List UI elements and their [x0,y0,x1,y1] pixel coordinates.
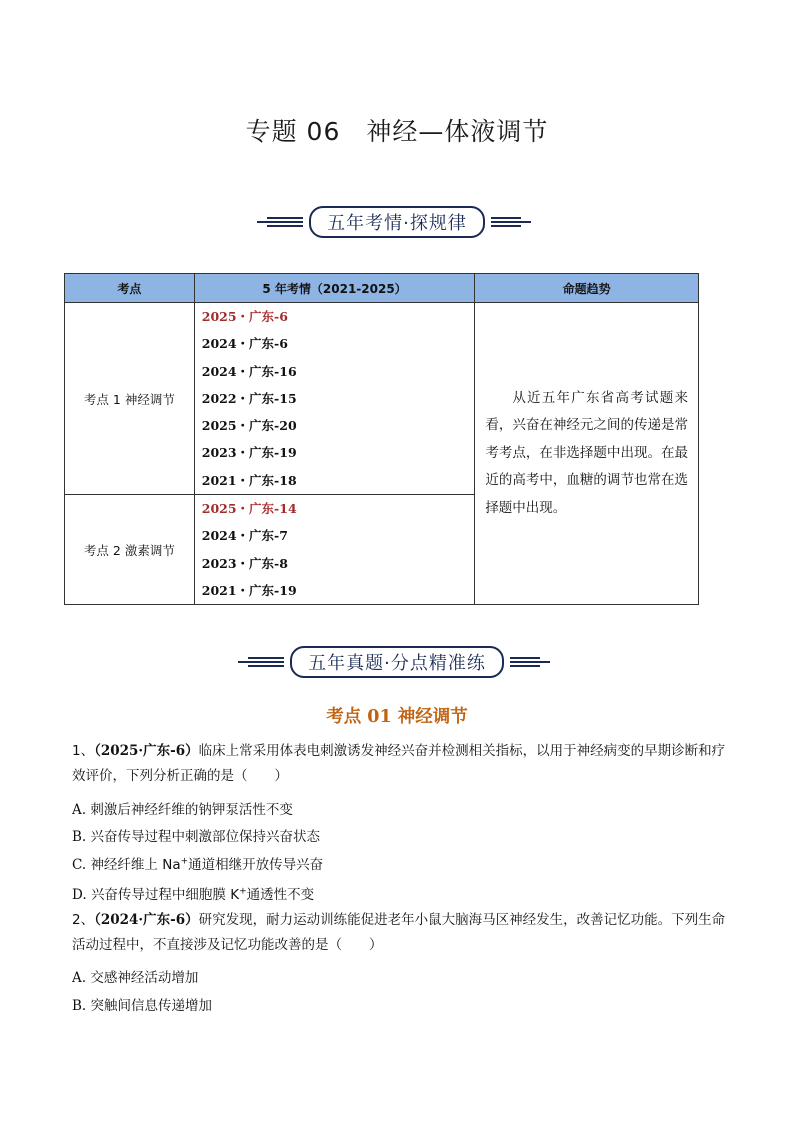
question-stem: 临床上常采用体表电刺激诱发神经兴奋并检测相关指标，以用于神经病变的早期诊断和疗效评价，下列分析正确的是（ ） [72,743,726,784]
decorative-lines-left [253,215,303,229]
option-c: C. 神经纤维上 Na+通道相继开放传导兴奋 [72,856,324,873]
exam-item: 2022・广东-15 [201,390,297,406]
table-header: 命题趋势 [475,274,699,303]
decorative-lines-right [510,655,560,669]
option-a: A. 交感神经活动增加 [72,970,199,986]
option-d: D. 兴奋传导过程中细胞膜 K+通透性不变 [72,886,315,903]
decorative-lines-left [234,655,284,669]
exam-point-label: 考点 2 激素调节 [65,495,195,605]
exam-item: 2024・广东-7 [201,528,288,544]
question-source: （2025·广东-6） [94,743,199,759]
question-1 [72,739,732,789]
banner-label: 五年考情·探规律 [309,206,485,238]
option-a: A. 刺激后神经纤维的钠钾泵活性不变 [72,802,293,818]
question-2 [72,908,732,958]
exam-item-list [194,495,475,605]
exam-item: 2021・广东-19 [201,582,297,598]
exam-point-label: 考点 1 神经调节 [65,303,195,495]
question-number: 1、 [72,743,95,759]
section-banner-practice [0,646,794,678]
exam-item: 2021・广东-18 [201,472,297,488]
option-b: B. 兴奋传导过程中刺激部位保持兴奋状态 [72,829,321,845]
exam-item: 2024・广东-16 [201,363,297,379]
page-title: 专题 06 神经—体液调节 [245,117,549,146]
option-b: B. 突触间信息传递增加 [72,998,213,1014]
exam-trend-table [64,273,699,605]
table-header: 5 年考情（2021-2025） [194,274,475,303]
exam-item: 2025・广东-14 [201,501,297,517]
table-header: 考点 [65,274,195,303]
question-stem: 研究发现，耐力运动训练能促进老年小鼠大脑海马区神经发生，改善记忆功能。下列生命活动过程中，不直接涉及记忆功能改善的是（ ） [72,912,726,953]
exam-item: 2025・广东-20 [201,418,297,434]
decorative-lines-right [491,215,541,229]
exam-item: 2025・广东-6 [201,309,288,324]
exam-item-list [194,303,475,495]
section-heading: 考点 01 神经调节 [326,707,468,727]
table-row [65,303,699,495]
exam-item: 2024・广东-6 [201,336,288,352]
section-banner-exam-trends [0,206,794,238]
exam-item: 2023・广东-19 [201,445,297,461]
trend-text: 从近五年广东省高考试题来看，兴奋在神经元之间的传递是常考考点，在非选择题中出现。在最近的高考中，血糖的调节也常在选择题中出现。 [475,303,699,605]
question-source: （2024·广东-6） [94,912,199,928]
exam-item: 2023・广东-8 [201,555,288,571]
table-header-row [65,274,699,303]
banner-label: 五年真题·分点精准练 [290,646,504,678]
question-number: 2、 [72,912,95,928]
